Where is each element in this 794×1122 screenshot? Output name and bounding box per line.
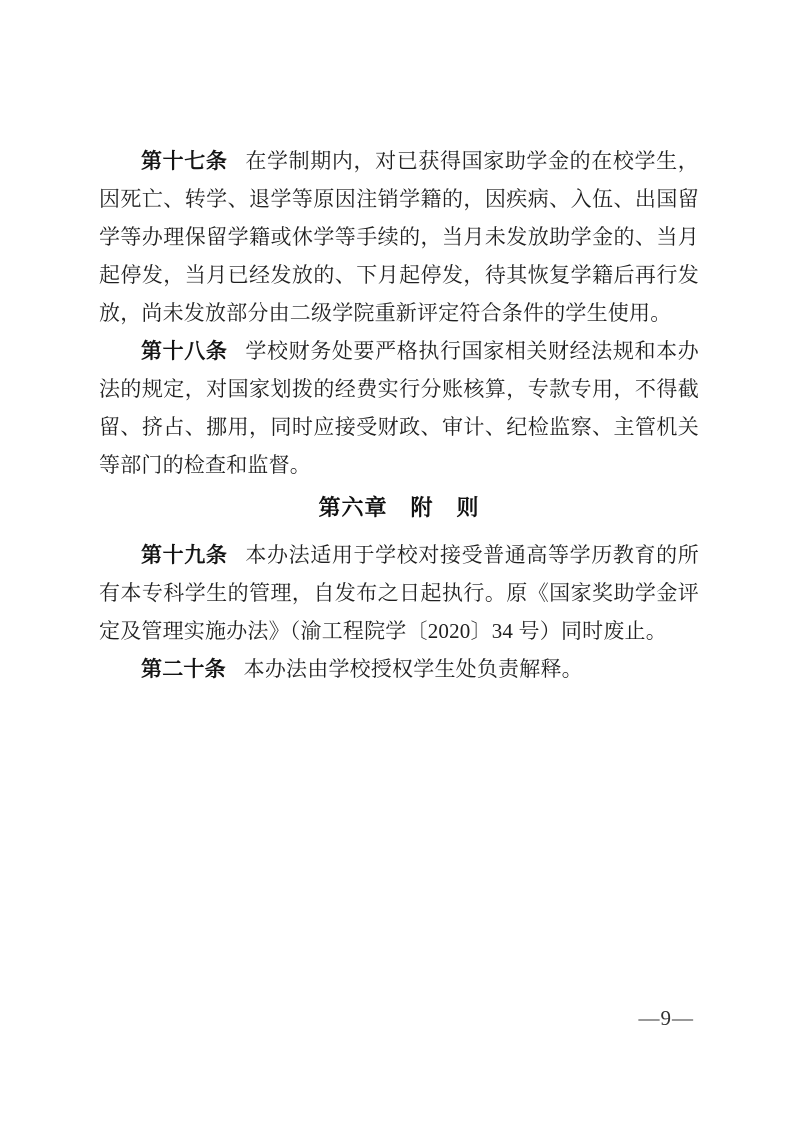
article-paragraph (99, 332, 699, 484)
article-text: 学校财务处要严格执行国家相关财经法规和本办法的规定，对国家划拨的经费实行分账核算，专款专用，不得截留、挤占、挪用，同时应接受财政、审计、纪检监察、主管机关等部门的检查和监督。 (99, 339, 699, 477)
article-paragraph (99, 142, 699, 332)
article-number: 第二十条 (141, 657, 226, 681)
article-paragraph (99, 536, 699, 650)
article-number: 第十七条 (141, 149, 228, 173)
article-text: 本办法由学校授权学生处负责解释。 (243, 657, 583, 681)
article-paragraph (99, 650, 699, 688)
page-number: —9— (638, 1006, 694, 1030)
article-number: 第十八条 (141, 339, 228, 363)
article-number: 第十九条 (141, 543, 228, 567)
document-body (99, 142, 699, 688)
chapter-heading: 第六章 附 则 (318, 495, 480, 520)
article-text: 在学制期内，对已获得国家助学金的在校学生，因死亡、转学、退学等原因注销学籍的，因疾病、入伍、出国留学等办理保留学籍或休学等手续的，当月未发放助学金的、当月起停发，当月已经发放的、下月起停发，待其恢复学籍后再行发放，尚未发放部分由二级学院重新评定符合条件的学生使用。 (99, 149, 699, 325)
article-text: 本办法适用于学校对接受普通高等学历教育的所有本专科学生的管理，自发布之日起执行。原《国家奖助学金评定及管理实施办法》（渝工程院学〔2020〕34 号）同时废止。 (99, 543, 699, 643)
